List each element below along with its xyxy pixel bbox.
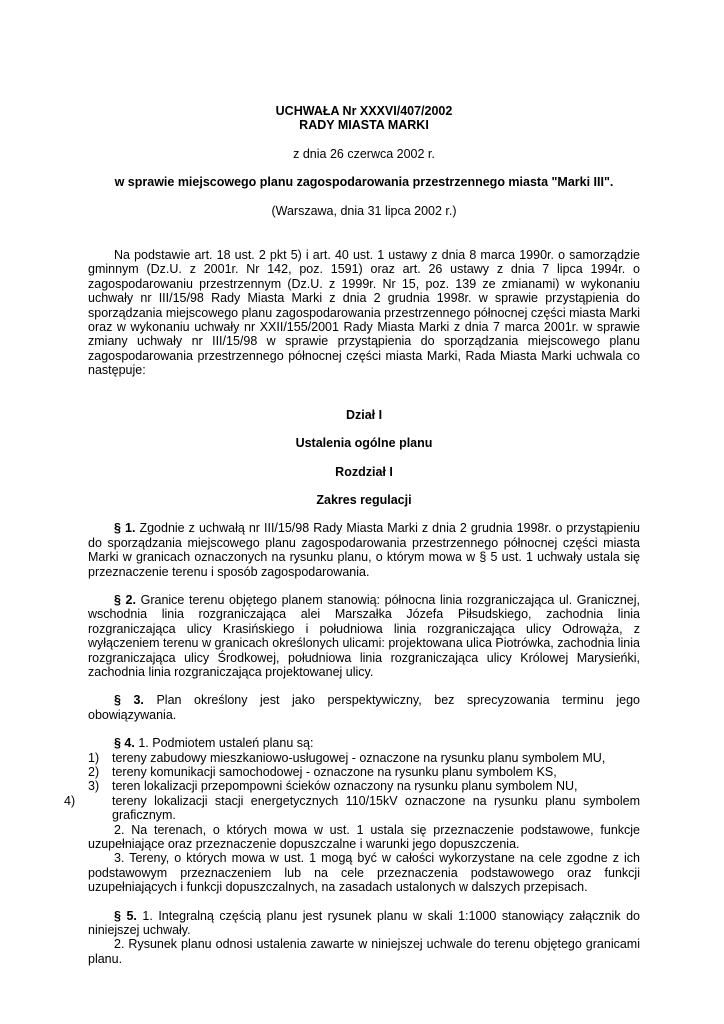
list-item	[88, 751, 640, 765]
section-2-label: § 2.	[114, 592, 136, 607]
list-item-number: 2)	[88, 765, 100, 779]
section-4-list	[64, 750, 640, 823]
list-item	[64, 793, 640, 823]
document-page	[64, 104, 641, 966]
section-1	[88, 521, 640, 579]
list-item-number: 1)	[88, 750, 100, 765]
list-item-text: teren lokalizacji przepompowni ścieków oznaczony na rysunku planu symbolem NU,	[112, 779, 578, 794]
list-item	[88, 779, 640, 793]
list-item-text: tereny zabudowy mieszkaniowo-usługowej - oznaczone na rysunku planu symbolem MU,	[112, 750, 606, 765]
preamble: Na podstawie art. 18 ust. 2 pkt 5) i art. 40 ust. 1 ustawy z dnia 8 marca 1990r. o samorządzie gminnym (Dz.U. z 2001r. Nr 142, poz. 1591) oraz art. 26 ustawy z dnia 7 lipca 1994r. o zagospodarowaniu przestrzennym (Dz.U. z 1999r. Nr 15, poz. 139 ze zmianami) w wykonaniu uchwały nr III/15/98 Rady Miasta Marki z dnia 2 grudnia 1998r. w sprawie przystąpienia do sporządzania miejscowego planu zagospodarowania przestrzennego północnej części miasta Marki oraz w wykonaniu uchwały nr XXII/155/2001 Rady Miasta Marki z dnia 7 marca 2001r. w sprawie zmiany uchwały nr III/15/98 w sprawie przystąpienia do sporządzania miejscowego planu zagospodarowania przestrzennego północnej części miasta Marki, Rada Miasta Marki uchwala co następuje:	[88, 248, 640, 378]
list-item-number: 4)	[64, 793, 76, 808]
publication-note: (Warszawa, dnia 31 lipca 2002 r.)	[271, 203, 457, 218]
section-4-ust-3: 3. Tereny, o których mowa w ust. 1 mogą być w całości wykorzystane na cele zgodne z ich podstawowym przeznaczeniem lub na cele przeznaczenia podstawowego oraz funkcji uzupełniających i funkcji dopuszczalnych, na zasadach ustalonych w dalszych przepisach.	[88, 851, 640, 895]
rozdzial-heading: Rozdział I	[335, 464, 393, 479]
section-2-text: Granice terenu objętego planem stanowią: północna linia rozgraniczająca ul. Granicznej, wschodnia linia rozgraniczająca alei Marszałka Józefa Piłsudskiego, zachodnia linia rozgraniczająca ulicy Krasińskiego i południowa linia rozgraniczająca ulicy Odrowąża, z wyłączeniem terenu w granicach określonych ulicami: projektowana ulica Piotrówka, zachodnia linia rozgraniczająca ulicy Środkowej, południowa linia rozgraniczająca ulicy Królowej Marysieńki, zachodnia linia rozgraniczająca projektowanej ulicy.	[88, 592, 640, 679]
section-5-ust-1	[88, 909, 640, 938]
dzial-heading: Dział I	[345, 407, 383, 422]
dzial-title: Ustalenia ogólne planu	[295, 436, 433, 451]
section-3-label: § 3.	[114, 693, 144, 708]
list-item-number: 3)	[88, 779, 100, 794]
section-2	[88, 593, 640, 679]
section-4-intro-text: 1. Podmiotem ustaleń planu są:	[134, 736, 314, 751]
list-item-text: tereny lokalizacji stacji energetycznych 110/15kV oznaczone na rysunku planu symbolem graficznym.	[112, 793, 640, 823]
section-1-text: Zgodnie z uchwałą nr III/15/98 Rady Miasta Marki z dnia 2 grudnia 1998r. o przystąpieniu do sporządzania miejscowego planu zagospodarowania przestrzennego północnej części miasta Marki w granicach oznaczonych na rysunku planu, o którym mowa w § 5 ust. 1 uchwały ustala się przeznaczenie terenu i sposób zagospodarowania.	[88, 521, 640, 579]
section-4-label: § 4.	[114, 736, 135, 751]
section-4-intro	[88, 736, 640, 750]
section-1-label: § 1.	[114, 521, 136, 536]
section-5-ust-2: 2. Rysunek planu odnosi ustalenia zawarte w niniejszej uchwale do terenu objętego granicami planu.	[88, 937, 640, 966]
resolution-date: z dnia 26 czerwca 2002 r.	[293, 146, 435, 161]
title-line-1: UCHWAŁA Nr XXXVI/407/2002	[275, 104, 453, 118]
section-5-ust-1-text: 1. Integralną częścią planu jest rysunek planu w skali 1:1000 stanowiący załącznik do niniejszej uchwały.	[88, 908, 640, 938]
resolution-subject: w sprawie miejscowego planu zagospodarowania przestrzennego miasta "Marki III".	[114, 175, 614, 190]
rozdzial-title: Zakres regulacji	[316, 492, 412, 507]
section-5-label: § 5.	[114, 908, 137, 923]
list-item	[88, 765, 640, 779]
title-line-2: RADY MIASTA MARKI	[299, 118, 429, 133]
list-item-text: tereny komunikacji samochodowej - oznaczone na rysunku planu symbolem KS,	[112, 765, 557, 779]
section-4-ust-2: 2. Na terenach, o których mowa w ust. 1 ustala się przeznaczenie podstawowe, funkcje uzupełniające oraz przeznaczenie dopuszczalne i warunki jego dopuszczenia.	[88, 822, 640, 852]
resolution-title	[88, 104, 640, 133]
section-3-text: Plan określony jest jako perspektywiczny, bez sprecyzowania terminu jego obowiązywania.	[88, 693, 641, 722]
section-3	[88, 693, 640, 722]
